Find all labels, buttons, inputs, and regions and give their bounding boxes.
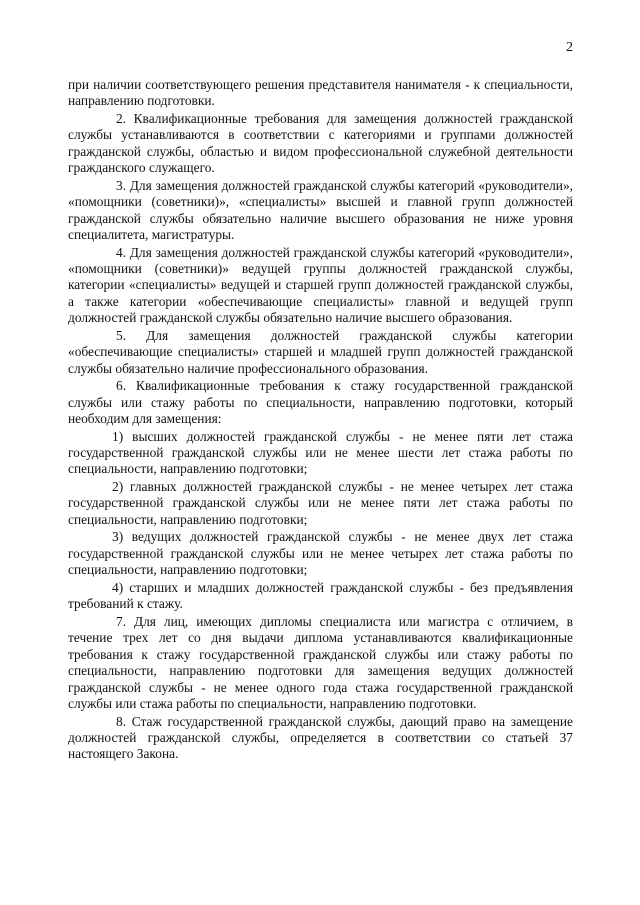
paragraph: 5. Для замещения должностей гражданской службы категории «обеспечивающие специалисты» старшей и младшей групп должностей гражданской службы обязательно наличие профессионального образования. bbox=[68, 327, 573, 376]
paragraph: 2) главных должностей гражданской службы - не менее четырех лет стажа государственной гражданской службы или не менее пяти лет стажа работы по специальности, направлению подготовки; bbox=[68, 479, 573, 527]
paragraph: 3) ведущих должностей гражданской службы - не менее двух лет стажа государственной гражданской службы или не менее четырех лет стажа работы по специальности, направлению подготовки; bbox=[68, 529, 573, 578]
paragraph: 4) старших и младших должностей гражданской службы - без предъявления требований к стажу. bbox=[68, 579, 573, 612]
paragraph: 7. Для лиц, имеющих дипломы специалиста или магистра с отличием, в течение трех лет со дня выдачи диплома устанавливаются квалификационные требования к стажу государственной гражданской службы или стажу работы по специальности, направлению подготовки для замещения ведущих должностей гражданской службы - не менее одного года стажа государственной гражданской службы или стажа работы по специальности, направлению подготовки. bbox=[68, 613, 573, 711]
paragraph: 8. Стаж государственной гражданской службы, дающий право на замещение должностей гражданской службы, определяется в соответствии со статьей 37 настоящего Закона. bbox=[68, 713, 573, 762]
paragraph: 1) высших должностей гражданской службы - не менее пяти лет стажа государственной гражданской службы или не менее шести лет стажа работы по специальности, направлению подготовки; bbox=[68, 428, 573, 477]
document-body bbox=[68, 77, 573, 764]
paragraph: 3. Для замещения должностей гражданской службы категорий «руководители», «помощники (советники)», «специалисты» высшей и главной групп должностей гражданской службы обязательно наличие высшего образования не ниже уровня специалитета, магистратуры. bbox=[68, 177, 573, 243]
page-number: 2 bbox=[566, 40, 573, 55]
paragraph: 4. Для замещения должностей гражданской службы категорий «руководители», «помощники (советники)» ведущей группы должностей гражданской службы, категории «специалисты» ведущей и старшей групп должностей гражданской службы, а также категории «обеспечивающие специалисты» главной и ведущей групп должностей гражданской службы обязательно наличие высшего образования. bbox=[68, 244, 573, 326]
paragraph: при наличии соответствующего решения представителя нанимателя - к специальности, направлению подготовки. bbox=[68, 77, 573, 109]
paragraph: 2. Квалификационные требования для замещения должностей гражданской службы устанавливаются в соответствии с категориями и группами должностей гражданской службы, областью и видом профессиональной служебной деятельности гражданского служащего. bbox=[68, 111, 573, 176]
paragraph: 6. Квалификационные требования к стажу государственной гражданской службы или стажу работы по специальности, направлению подготовки, который необходим для замещения: bbox=[68, 378, 573, 427]
